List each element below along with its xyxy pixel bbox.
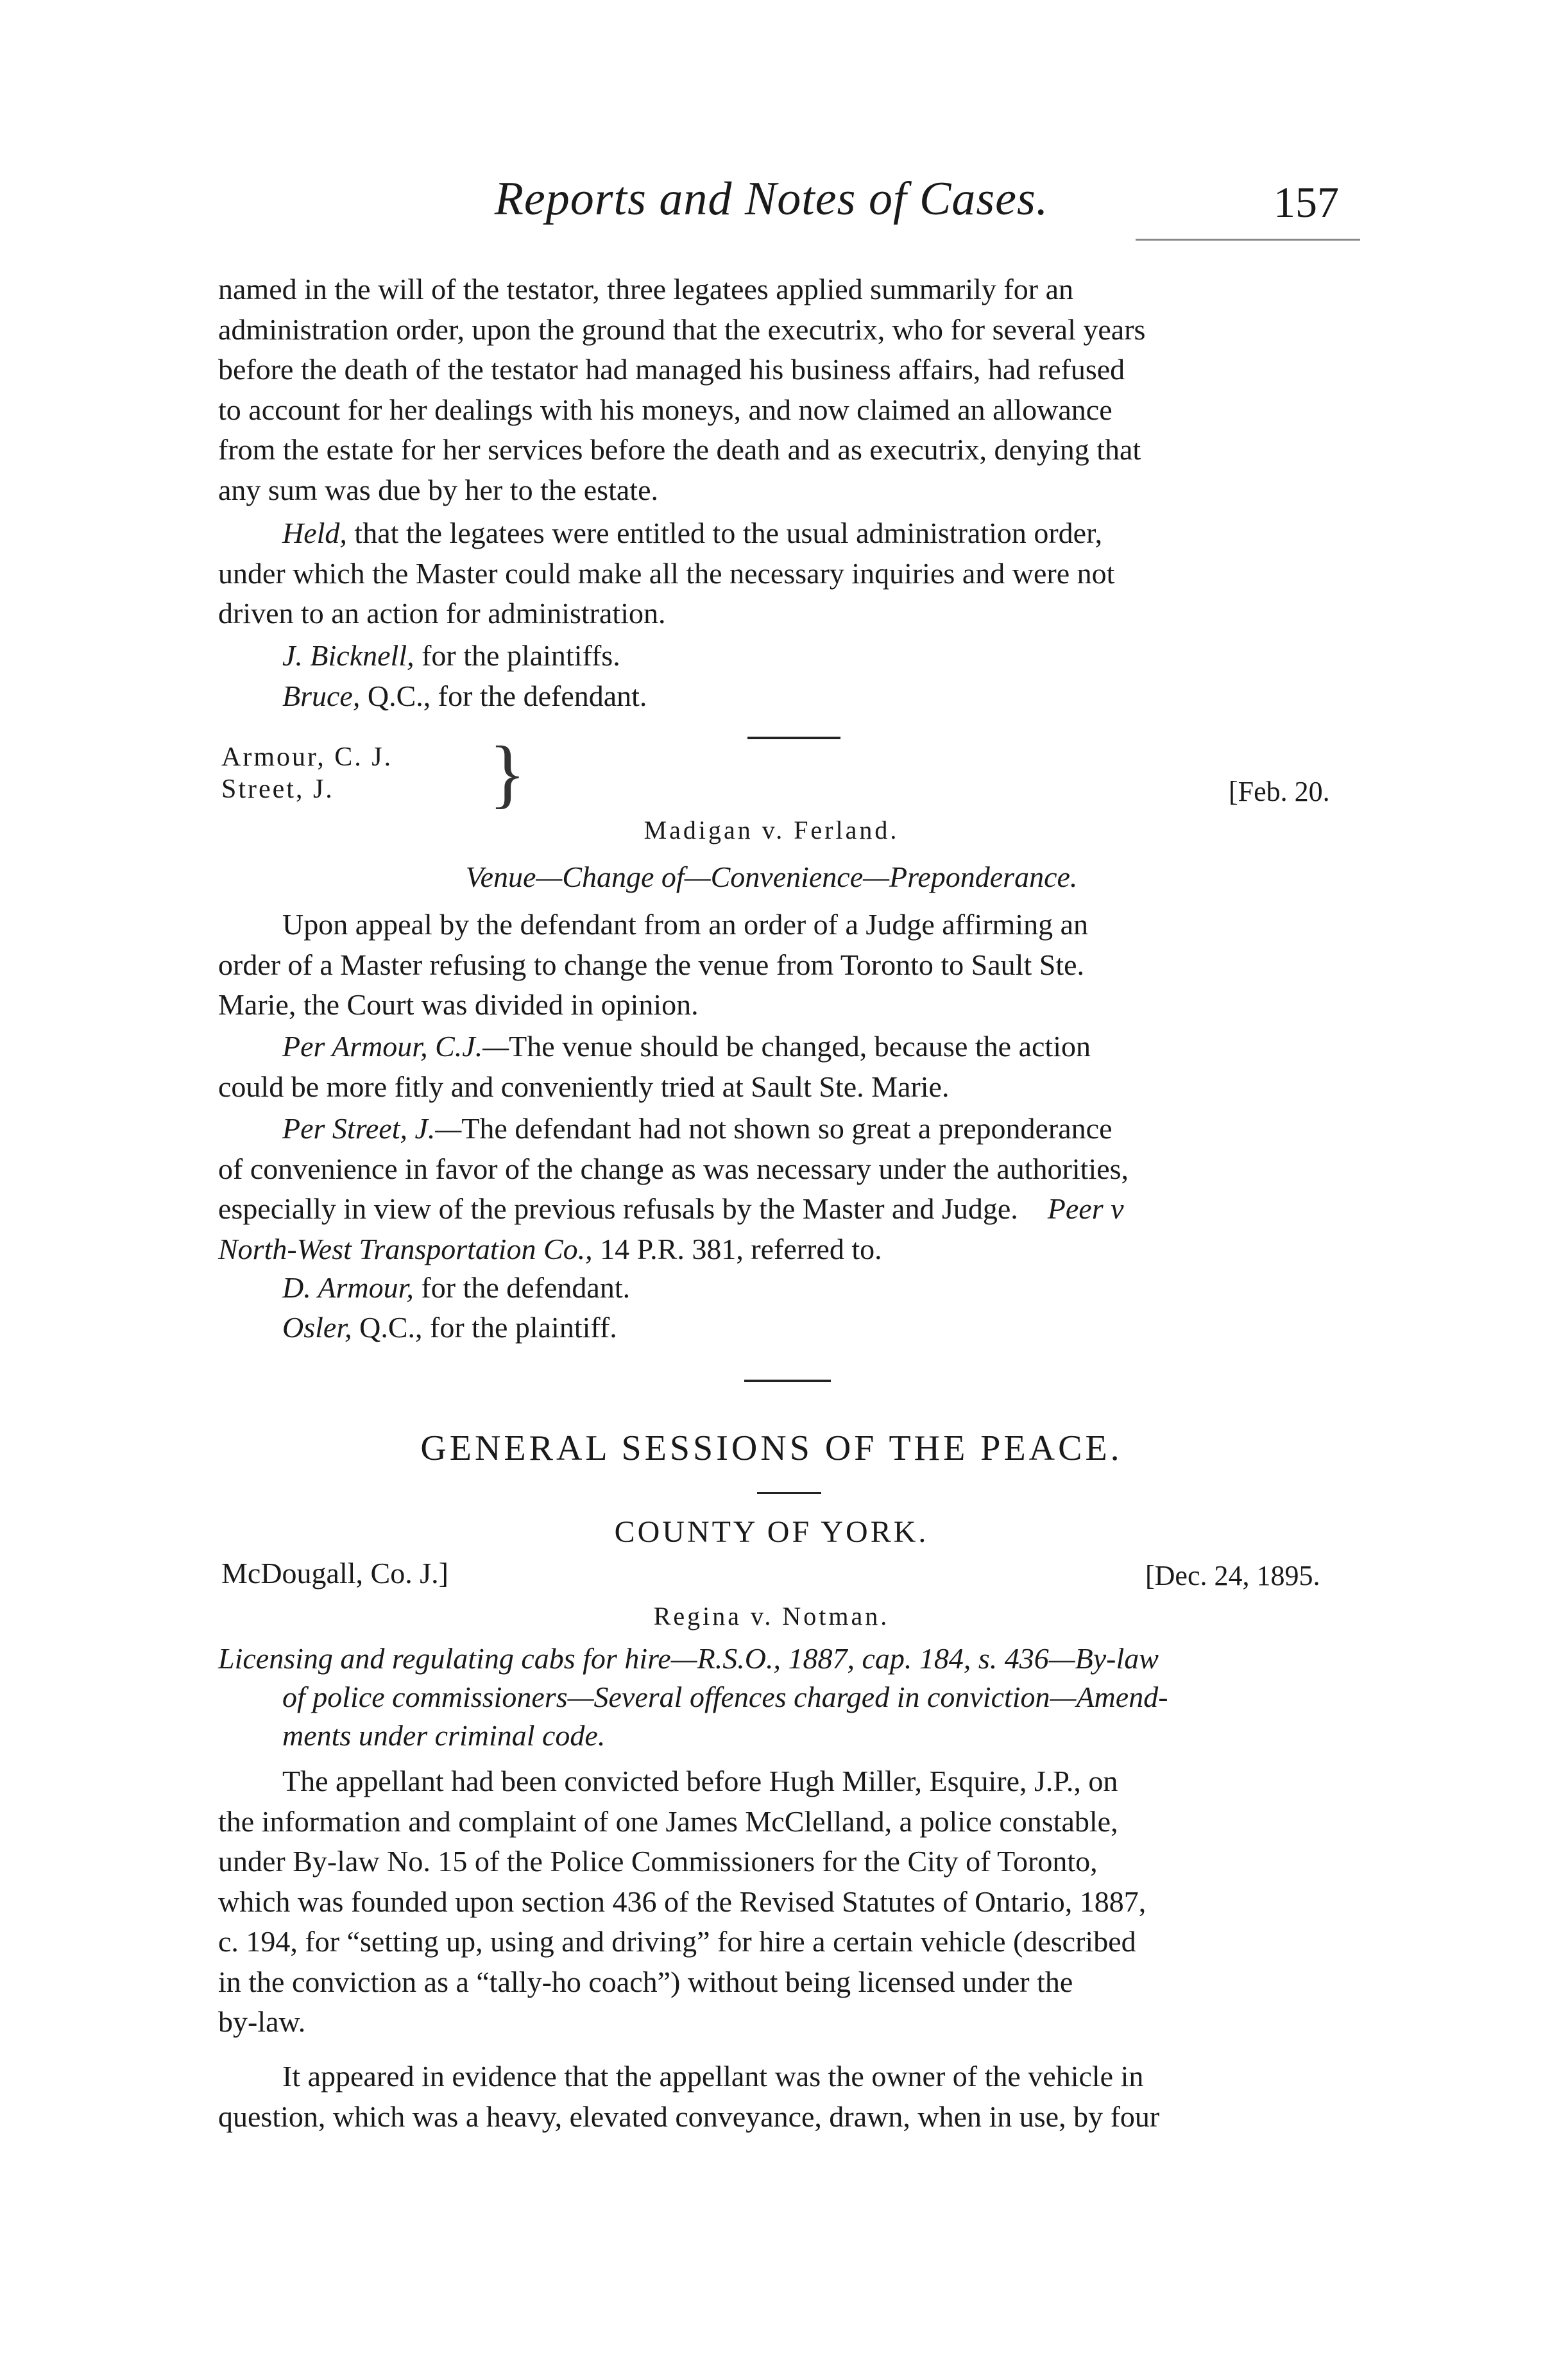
case-date: [Dec. 24, 1895.	[1145, 1560, 1320, 1591]
text-line: by-law.	[218, 2005, 306, 2038]
counsel-line	[282, 1310, 617, 1344]
judge-name: Armour, C. J.	[221, 742, 393, 772]
counsel-role: Q.C., for the defendant.	[367, 680, 647, 712]
text-line: named in the will of the testator, three legatees applied summarily for an	[218, 273, 1073, 305]
counsel-line	[282, 679, 647, 713]
sessions-paragraph	[218, 1761, 1357, 2042]
citation-case: Peer v	[1047, 1192, 1124, 1225]
first-case-paragraph	[218, 270, 1357, 510]
counsel-name: J. Bicknell,	[282, 639, 414, 672]
header-rule	[1136, 239, 1360, 241]
text-line: under which the Master could make all the necessary inquiries and were not	[218, 556, 1115, 590]
sessions-paragraph	[218, 2057, 1357, 2137]
text-line: could be more fitly and conveniently tried at Sault Ste. Marie.	[218, 1070, 950, 1103]
case-title: Madigan v. Ferland.	[644, 816, 899, 844]
text-line: The venue should be changed, because the action	[509, 1030, 1091, 1063]
judges	[221, 741, 393, 805]
text-line: The defendant had not shown so great a preponderance	[461, 1112, 1112, 1145]
heading-rule	[757, 1492, 821, 1494]
citation-line	[218, 1229, 1357, 1270]
text-line: to account for her dealings with his moneys, and now claimed an allowance	[218, 393, 1112, 426]
second-case-paragraph	[218, 905, 1357, 1025]
per-armour-paragraph	[218, 1027, 1357, 1107]
text-line: c. 194, for “setting up, using and driving” for hire a certain vehicle (described	[218, 1925, 1136, 1958]
text-line: of convenience in favor of the change as was necessary under the authorities,	[218, 1152, 1129, 1185]
catchword-line: ments under criminal code.	[282, 1719, 606, 1752]
catchwords: Venue—Change of—Convenience—Preponderance.	[465, 860, 1078, 893]
counsel-role: for the defendant.	[421, 1271, 631, 1304]
citation-case: North-West Transportation Co.,	[218, 1232, 593, 1265]
text-line: question, which was a heavy, elevated conveyance, drawn, when in use, by four	[218, 2100, 1160, 2133]
catchwords-block	[218, 1639, 1357, 1755]
held-paragraph	[218, 513, 1357, 634]
per-lead: Per Armour, C.J.—	[282, 1030, 509, 1063]
held-lead: Held,	[282, 517, 347, 549]
text-line: Marie, the Court was divided in opinion.	[218, 988, 699, 1021]
counsel-role: for the plaintiffs.	[422, 639, 620, 672]
catchword-line: Licensing and regulating cabs for hire—R.S.O., 1887, cap. 184, s. 436—By-law	[218, 1642, 1159, 1675]
section-heading: GENERAL SESSIONS OF THE PEACE.	[420, 1428, 1123, 1468]
counsel-role: Q.C., for the plaintiff.	[359, 1311, 617, 1344]
brace-symbol: }	[489, 730, 526, 816]
text-line	[218, 1189, 1357, 1229]
section-divider	[747, 737, 840, 739]
text-line: before the death of the testator had managed his business affairs, had refused	[218, 353, 1125, 386]
citation-ref: 14 P.R. 381, referred to.	[600, 1232, 882, 1265]
section-divider	[744, 1380, 831, 1382]
text-line: It appeared in evidence that the appellant was the owner of the vehicle in	[282, 2060, 1144, 2093]
text-line: under By-law No. 15 of the Police Commissioners for the City of Toronto,	[218, 1845, 1098, 1878]
text-line: administration order, upon the ground that the executrix, who for several years	[218, 312, 1146, 346]
counsel-line	[282, 638, 620, 672]
running-title: Reports and Notes of Cases.	[494, 173, 1049, 225]
counsel-name: D. Armour,	[282, 1271, 414, 1304]
text-line: any sum was due by her to the estate.	[218, 473, 658, 506]
text-line: Upon appeal by the defendant from an order of a Judge affirming an	[282, 908, 1089, 941]
per-street-line	[218, 1109, 1357, 1149]
page-number: 157	[1274, 178, 1339, 227]
text-line: the information and complaint of one James McClelland, a police constable,	[218, 1804, 1118, 1838]
counsel-name: Osler,	[282, 1311, 352, 1344]
held-line	[218, 513, 1357, 554]
text-line: from the estate for her services before the death and as executrix, denying that	[218, 433, 1141, 466]
per-lead: Per Street, J.—	[282, 1112, 462, 1145]
case-date: [Feb. 20.	[1229, 776, 1330, 807]
judge-name: Street, J.	[221, 775, 334, 804]
text-line: in the conviction as a “tally-ho coach”) without being licensed under the	[218, 1965, 1073, 1998]
text-line: that the legatees were entitled to the usual administration order,	[354, 517, 1103, 549]
court-judge: McDougall, Co. J.]	[221, 1557, 448, 1589]
text-line: order of a Master refusing to change the venue from Toronto to Sault Ste.	[218, 948, 1085, 981]
text-line: driven to an action for administration.	[218, 597, 666, 629]
per-street-paragraph	[218, 1109, 1357, 1269]
case-title: Regina v. Notman.	[653, 1602, 890, 1631]
text-line: which was founded upon section 436 of the Revised Statutes of Ontario, 1887,	[218, 1885, 1147, 1918]
text-line: The appellant had been convicted before Hugh Miller, Esquire, J.P., on	[282, 1765, 1118, 1797]
counsel-name: Bruce,	[282, 680, 361, 712]
county-heading: COUNTY OF YORK.	[614, 1515, 929, 1549]
text-line-part: especially in view of the previous refusals by the Master and Judge.	[218, 1192, 1018, 1225]
per-armour-line	[218, 1027, 1357, 1067]
catchword-line: of police commissioners—Several offences charged in conviction—Amend-	[282, 1681, 1168, 1713]
counsel-line	[282, 1271, 630, 1305]
